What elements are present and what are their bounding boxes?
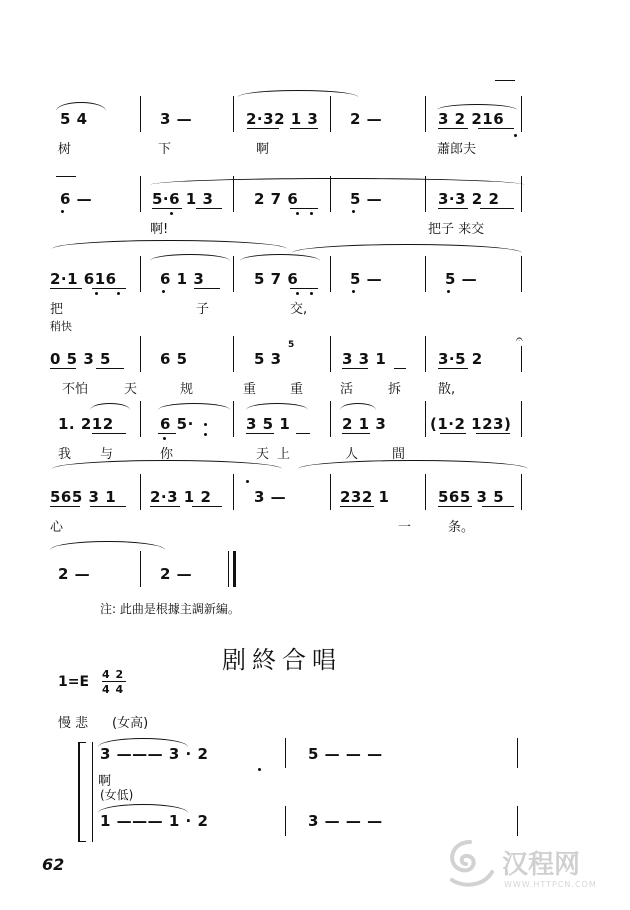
bar-line <box>140 401 141 437</box>
measure: 2 1 3 <box>342 415 387 433</box>
key-signature: 1=E <box>58 674 90 690</box>
lyric: 交, <box>290 302 308 317</box>
measure: 6 1 3 <box>160 270 205 288</box>
octave-dot <box>352 210 355 213</box>
underline <box>440 433 466 434</box>
bar-line <box>330 96 331 132</box>
bar-line <box>425 176 426 212</box>
octave-dot <box>163 437 166 440</box>
lyric: 子 <box>196 302 210 317</box>
time-signature-top: 4 2 <box>102 668 125 681</box>
measure: 5 — — — <box>308 745 383 763</box>
bar-line <box>521 176 522 212</box>
underline <box>476 433 510 434</box>
measure: 1 ——— 1 · 2 <box>100 812 209 830</box>
lyric: 你 <box>160 447 174 462</box>
system-bar-line <box>92 742 93 842</box>
underline <box>92 433 126 434</box>
bar-line <box>140 96 141 132</box>
octave-dot <box>170 212 173 215</box>
octave-dot <box>447 290 450 293</box>
lyric: 树 <box>58 142 72 157</box>
bar-line <box>425 336 426 372</box>
underline <box>90 506 126 507</box>
measure: 5 7 6 <box>254 270 299 288</box>
bar-line <box>285 738 286 768</box>
underline <box>150 506 180 507</box>
underline <box>340 506 374 507</box>
tempo-text: 慢 悲 <box>58 716 89 731</box>
measure: 2 — <box>350 110 383 128</box>
lyric: 下 <box>158 142 172 157</box>
underline <box>480 208 514 209</box>
slur <box>240 254 320 261</box>
measure: 2 — <box>160 565 193 583</box>
octave-dot <box>258 768 261 771</box>
measure: 5·6 1 3 <box>152 190 214 208</box>
lyric: 蕭郎夫 <box>437 142 477 157</box>
underline <box>438 208 468 209</box>
octave-dot <box>117 292 120 295</box>
slur <box>158 403 230 410</box>
score-row-2 <box>0 170 630 237</box>
lyric: 散, <box>438 382 456 397</box>
measure: 2·32 1 3 <box>246 110 319 128</box>
underline <box>290 128 318 129</box>
lyric: 把 <box>50 302 64 317</box>
measure: 5 — <box>350 190 383 208</box>
lyric: 我 <box>58 447 72 462</box>
octave-dot <box>204 433 207 436</box>
measure: 3 2 216 <box>438 110 505 128</box>
lyric: 与 <box>100 447 114 462</box>
measure: 6 — <box>60 190 93 208</box>
system-bracket-bottom <box>78 841 86 842</box>
measure: 3 — <box>254 488 287 506</box>
score-row-7 <box>0 545 630 605</box>
measure: 565 3 1 <box>50 488 117 506</box>
lyric: 规 <box>180 382 194 397</box>
score-row-3 <box>0 250 630 333</box>
underline <box>342 433 370 434</box>
lyric: 人 <box>345 447 359 462</box>
bar-line <box>521 346 522 372</box>
bar-line <box>233 336 234 372</box>
lyric: 天上 <box>256 447 299 462</box>
lyric: 重 <box>290 382 304 397</box>
score-row-6 <box>0 468 630 535</box>
measure: 5 — <box>350 270 383 288</box>
measure: 3·3 2 2 <box>438 190 500 208</box>
bar-line <box>233 256 234 292</box>
bar-line <box>521 256 522 292</box>
measure: 3·5 2 <box>438 350 483 368</box>
underline <box>192 506 222 507</box>
footnote: 注: 此曲是根據主調新編。 <box>100 602 240 616</box>
measure: 2·1 616 <box>50 270 117 288</box>
underline <box>290 208 318 209</box>
octave-dot <box>162 290 165 293</box>
bar-line <box>330 401 331 437</box>
lyric: 不怕 <box>62 382 89 397</box>
final-bar-line <box>233 551 236 587</box>
underline <box>158 433 176 434</box>
underline <box>247 128 279 129</box>
underline <box>296 433 310 434</box>
bar-line <box>425 474 426 510</box>
underline <box>50 288 82 289</box>
tempo-mark: 稍快 <box>50 320 72 333</box>
measure: 3 3 1 <box>342 350 387 368</box>
bar-line <box>285 806 286 836</box>
bar-line <box>330 336 331 372</box>
final-bar-line <box>228 551 229 587</box>
underline <box>438 368 468 369</box>
lyric: 間 <box>392 447 406 462</box>
slur <box>150 254 230 261</box>
bar-line <box>330 176 331 212</box>
swirl-logo-icon <box>440 836 500 892</box>
voice-label-upper: (女高) <box>112 716 149 731</box>
lyric: 把子 来交 <box>428 222 485 237</box>
measure: 5 — <box>445 270 478 288</box>
lyric: 啊! <box>150 222 169 237</box>
lyric: 心 <box>50 520 64 535</box>
slur <box>90 403 130 410</box>
slur <box>292 244 522 253</box>
underline <box>50 368 76 369</box>
measure: (1·2 123) <box>430 415 512 433</box>
score-row-1 <box>0 90 630 157</box>
octave-dot <box>204 423 207 426</box>
measure: 1. 212 <box>58 415 114 433</box>
score-row-4 <box>0 330 630 397</box>
underline <box>438 506 472 507</box>
bar-line <box>233 176 234 212</box>
bar-line <box>330 256 331 292</box>
octave-dot <box>352 290 355 293</box>
bar-line <box>517 806 518 836</box>
measure: 2 7 6 <box>254 190 299 208</box>
underline <box>96 368 124 369</box>
measure: 3 ——— 3 · 2 <box>100 745 209 763</box>
bar-line <box>140 176 141 212</box>
bar-line <box>233 474 234 510</box>
page-number: 62 <box>42 855 65 874</box>
watermark <box>440 836 620 896</box>
underline <box>50 506 80 507</box>
bar-line <box>330 474 331 510</box>
underline <box>290 288 318 289</box>
underline <box>438 128 468 129</box>
slur <box>150 178 525 185</box>
score-row-5 <box>0 395 630 462</box>
voice-label-lower: (女低) <box>100 788 134 802</box>
bar-line <box>233 401 234 437</box>
lyric: 条。 <box>448 520 475 535</box>
slur <box>340 403 376 410</box>
slur <box>238 90 358 97</box>
measure: 0 5 3 5 <box>50 350 111 368</box>
octave-dot <box>296 292 299 295</box>
system-bracket <box>78 742 80 842</box>
watermark-text: 汉程网 <box>502 850 581 880</box>
measure: 3 — — — <box>308 812 383 830</box>
slur <box>52 240 287 249</box>
bar-line <box>521 474 522 510</box>
slur <box>50 541 165 550</box>
octave-dot <box>514 134 517 137</box>
octave-dot <box>61 210 64 213</box>
grace-note: 5 <box>288 340 295 350</box>
system-bracket-top <box>78 742 86 743</box>
measure: 2 — <box>58 565 91 583</box>
measure: 5 4 <box>60 110 88 128</box>
lyric: 啊 <box>256 142 270 157</box>
octave-dot <box>246 480 249 483</box>
measure: 6 5· <box>160 415 194 433</box>
underline <box>478 128 514 129</box>
lyric: 天 <box>124 382 138 397</box>
watermark-url: WWW.HTTPCN.COM <box>504 880 597 889</box>
underline <box>152 208 182 209</box>
underline <box>482 506 514 507</box>
fermata-icon: 𝄐 <box>516 332 523 346</box>
lyric: 啊 <box>98 774 112 789</box>
measure: 565 3 5 <box>438 488 505 506</box>
bar-line <box>140 551 141 587</box>
slur <box>246 403 308 410</box>
time-signature-bottom: 4 4 <box>102 683 125 696</box>
bar-line <box>140 256 141 292</box>
tie-line <box>495 80 515 81</box>
underline <box>342 368 368 369</box>
lyric: 一 <box>398 520 412 535</box>
measure: 6 5 <box>160 350 188 368</box>
measure: 232 1 <box>340 488 390 506</box>
underline <box>196 208 222 209</box>
lyric: 重 <box>243 382 257 397</box>
measure: 3 — <box>160 110 193 128</box>
octave-dot <box>310 212 313 215</box>
bar-line <box>140 336 141 372</box>
bar-line <box>517 738 518 768</box>
octave-dot <box>310 292 313 295</box>
octave-dot <box>95 292 98 295</box>
measure: 3 5 1 <box>246 415 291 433</box>
octave-dot <box>296 212 299 215</box>
underline <box>246 433 274 434</box>
bar-line <box>425 401 426 437</box>
lyric: 活 <box>340 382 354 397</box>
underline <box>92 288 126 289</box>
bar-line <box>521 401 522 437</box>
bar-line <box>521 96 522 132</box>
underline <box>394 368 406 369</box>
slur <box>298 460 528 469</box>
section-title: 剧終合唱 <box>222 646 342 674</box>
bar-line <box>425 96 426 132</box>
lyric: 拆 <box>388 382 402 397</box>
tie-line <box>56 176 76 177</box>
bar-line <box>140 474 141 510</box>
time-signature-line <box>102 681 126 682</box>
bar-line <box>233 96 234 132</box>
slur <box>52 460 282 469</box>
measure: 5 3 <box>254 350 282 368</box>
underline <box>194 288 220 289</box>
measure: 2·3 1 2 <box>150 488 212 506</box>
bar-line <box>425 256 426 292</box>
